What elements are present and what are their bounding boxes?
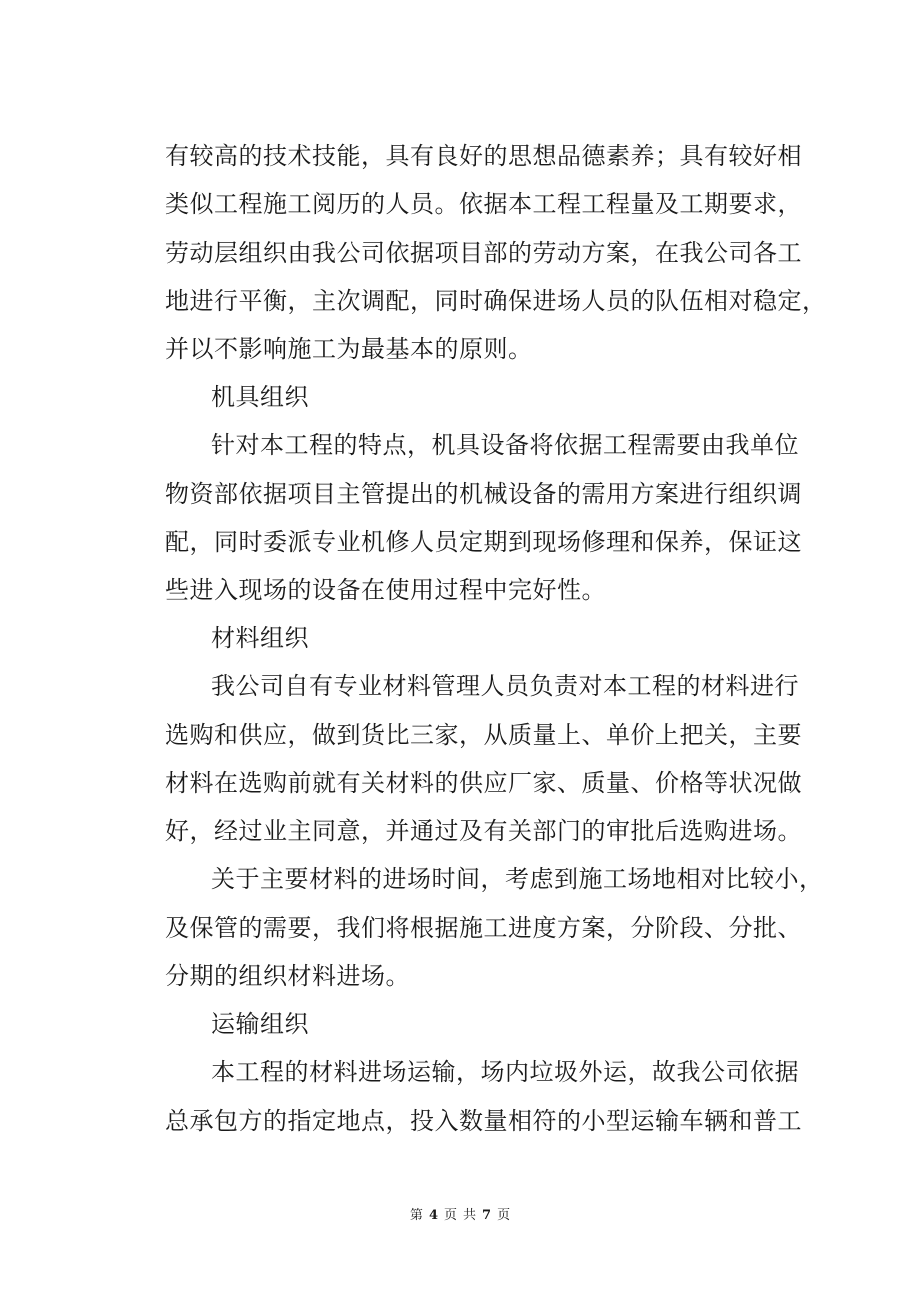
section-heading-machinery: 机具组织: [211, 383, 309, 411]
text-line: 好，经过业主同意，并通过及有关部门的审批后选购进场。: [165, 817, 802, 845]
section-heading-transport: 运输组织: [211, 1010, 309, 1038]
footer-suffix: 页: [497, 1208, 511, 1223]
current-page-number: 4: [428, 1208, 438, 1223]
footer-prefix: 第: [409, 1208, 423, 1223]
footer-page-label: 页: [443, 1208, 457, 1223]
text-line: 选购和供应，做到货比三家，从质量上、单价上把关，主要: [165, 721, 802, 749]
text-line: 针对本工程的特点，机具设备将依据工程需要由我单位: [211, 431, 799, 459]
text-line: 关于主要材料的进场时间，考虑到施工场地相对比较小，: [211, 865, 824, 893]
text-line: 有较高的技术技能，具有良好的思想品德素养；具有较好相: [165, 142, 802, 170]
text-line: 些进入现场的设备在使用过程中完好性。: [165, 576, 606, 604]
text-line: 并以不影响施工为最基本的原则。: [165, 335, 533, 363]
text-line: 及保管的需要，我们将根据施工进度方案，分阶段、分批、: [165, 914, 802, 942]
total-pages-number: 7: [482, 1208, 492, 1223]
text-line: 材料在选购前就有关材料的供应厂家、质量、价格等状况做: [165, 769, 802, 797]
text-line: 总承包方的指定地点，投入数量相符的小型运输车辆和普工: [165, 1107, 802, 1135]
text-line: 物资部依据项目主管提出的机械设备的需用方案进行组织调: [165, 480, 802, 508]
text-line: 我公司自有专业材料管理人员负责对本工程的材料进行: [211, 672, 799, 700]
page-footer: [0, 1208, 920, 1224]
footer-total-label: 共: [463, 1208, 477, 1223]
text-line: 配，同时委派专业机修人员定期到现场修理和保养，保证这: [165, 528, 802, 556]
text-line: 地进行平衡，主次调配，同时确保进场人员的队伍相对稳定，: [165, 287, 827, 315]
text-line: 分期的组织材料进场。: [165, 962, 410, 990]
section-heading-materials: 材料组织: [211, 624, 309, 652]
text-line: 劳动层组织由我公司依据项目部的劳动方案，在我公司各工: [165, 239, 802, 267]
text-line: 本工程的材料进场运输，场内垃圾外运，故我公司依据: [211, 1058, 799, 1086]
text-line: 类似工程施工阅历的人员。依据本工程工程量及工期要求，: [165, 190, 802, 218]
